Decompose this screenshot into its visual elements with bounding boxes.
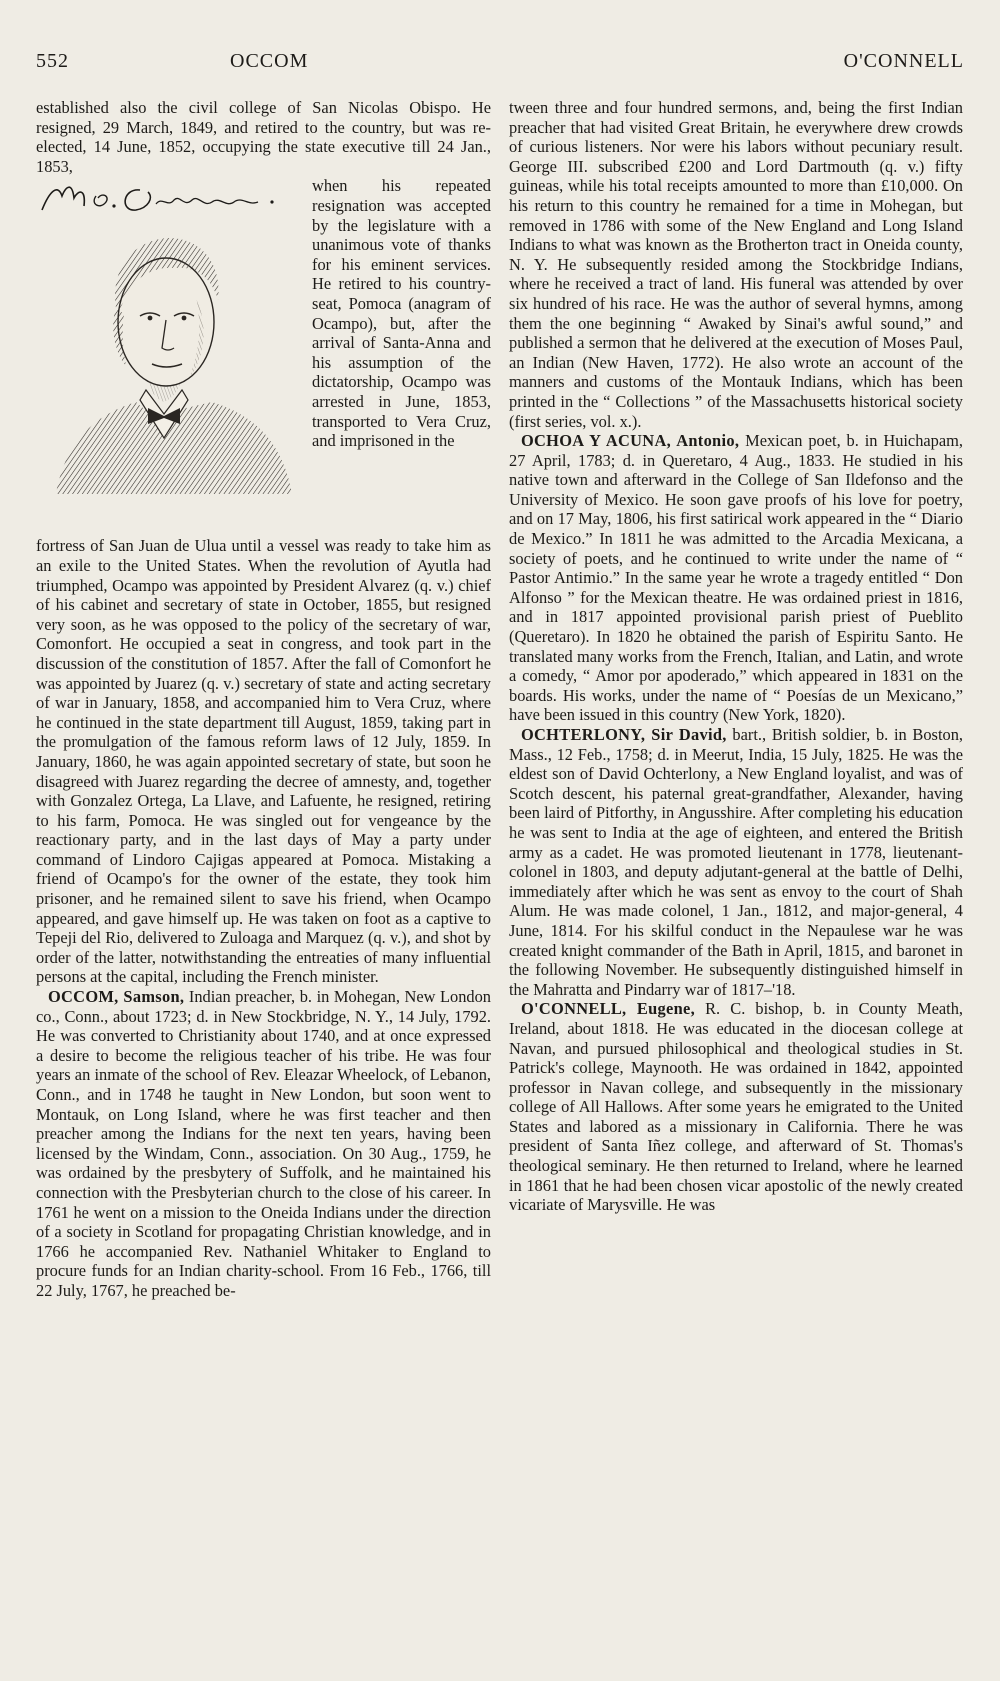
occom-text: Indian preacher, b. in Mohegan, New London co., Conn., about 1723; d. in New Stockbridge, N. Y., 14 July, 1792. He was converted to Christianity about 1740, and at once expressed a desire to become the religious teacher of his tribe. He was four years an inmate of the school of Rev. Eleazar Wheelock, of Lebanon, Conn., and in 1748 he taught in New London, but soon went to Montauk, on Long Island, where he was first teacher and then preacher among the Indians for the next ten years, having been licensed by the Windam, Conn., association. On 30 Aug., 1759, he was ordained by the presbytery of Suffolk, and he maintained his connection with the Presbyterian church to the close of his career. In 1761 he went on a mission to the Oneida Indians under the direction of a society in Scotland for propagating Christian knowledge, and in 1766 he accompanied Rev. Nathaniel Whitaker to England to procure funds for an Indian charity-school. From 16 Feb., 1766, till 22 July, 1767, he preached be- <box>36 987 492 1300</box>
ochoa-text: Mexican poet, b. in Huichapam, 27 April, 1783; d. in Queretaro, 4 Aug., 1833. He studied in his native town and afterward in the College of San Ildefonso and the University of Mexico. He soon gave proofs of his love for poetry, and on 17 May, 1806, his first satirical work appeared in the “ Diario de Mexico.” In 1811 he was admitted to the Arcadia Mexicana, a society of poets, and he continued to write under the name of “ Pastor Antimio.” In the same year he wrote a tragedy entitled “ Don Alfonso ” for the Mexican theatre. He was ordained priest in 1816, and in 1817 appointed provisional parish priest of Pueblito (Queretaro). In 1820 he obtained the parish of Espiritu Santo. He translated many works from the French, Italian, and Latin, and wrote a comedy, “ Amor por apoderado,” which appeared in 1831 on the boards. His works, under the name of “ Poesías de un Mexicano,” have been issued in this country (New York, 1820). <box>509 431 963 725</box>
headword-ochoa: OCHOA Y ACUNA, Antonio, <box>521 431 740 451</box>
portrait-engraving-icon <box>36 176 304 496</box>
right-running-head: O'CONNELL <box>843 50 964 72</box>
headword-ochterlony: OCHTERLONY, Sir David, <box>521 725 727 744</box>
headword-oconnell: O'CONNELL, Eugene, <box>521 999 695 1019</box>
ocampo-text-top: established also the civil college of San Nicolas Obispo. He resigned, 29 March, 1849, and retired to the country, but was re-elected, 14 June, 1852, occupying the state executive till 24 Jan., 1853, <box>36 98 491 176</box>
ochterlony-text: bart., British soldier, b. in Boston, Mass., 12 Feb., 1758; d. in Meerut, India, 15 July, 1825. He was the eldest son of David Ochterlony, a New England loyalist, and was of Scotch descent, his paternal great-grandfather, Alexander, having been laird of Pitforthy, in Angusshire. After completing his education he was sent to India at the age of eighteen, and entered the British army as a cadet. He was promoted lieutenant in 1778, lieutenant-colonel in 1803, and deputy adjutant-general at the battle of Delhi, immediately after which he was sent as envoy to the court of Shah Alum. He was made colonel, 1 Jan., 1812, and major-general, 4 June, 1814. For his skilful conduct in the Nepaulese war he was created knight commander of the Bath in April, 1815, and baronet in the following November. He subsequently distinguished himself in the Mahratta and Pindarry war of 1817–'18. <box>509 725 963 999</box>
ocampo-text-beside-portrait: when his repeated resignation was accepted by the legislature with a unanimous vote of thanks for his eminent services. He retired to his country-seat, Pomoca (anagram of Ocampo), but, after the arrival of Santa-Anna and his assumption of the dictatorship, Ocampo was arrested in June, 1853, transported to Vera Cruz, and imprisoned in the <box>312 176 491 451</box>
page-header <box>36 50 964 80</box>
headword-occom: OCCOM, Samson, <box>48 987 185 1007</box>
occom-text-continued: tween three and four hundred sermons, and, being the first Indian preacher that had visited Great Britain, he everywhere drew crowds of curious listeners. Nor were his labors without pecuniary result. George III. subscribed £200 and Lord Dartmouth (q. v.) fifty guineas, while his total receipts amounted to more than £10,000. On his return to this country he remained for a time in Mohegan, but removed in 1786 with some of the New England and Long Island Indians to what was known as the Brotherton tract in Oneida county, N. Y. He subsequently resided among the Stockbridge Indians, where he received a tract of land. His funeral was attended by over six hundred of his race. He was the author of several hymns, among them the one beginning “ Awaked by Sinai's awful sound,” and published a sermon that he delivered at the execution of Moses Paul, an Indian (New Haven, 1772). He also wrote an account of the manners and customs of the Montauk Indians, which has been printed in the “ Collections ” of the Massachusetts historical society (first series, vol. x.). <box>509 98 963 431</box>
right-column <box>509 98 963 1215</box>
left-running-head: OCCOM <box>230 50 309 72</box>
ocampo-text-bottom: fortress of San Juan de Ulua until a vessel was ready to take him as an exile to the United States. When the revolution of Ayutla had triumphed, Ocampo was appointed by President Alvarez (q. v.) chief of his cabinet and secretary of state in October, 1855, but resigned very soon, as he was opposed to the policy of the secretary of war, Comonfort. He occupied a seat in congress, and took part in the discussion of the constitution of 1857. After the fall of Comonfort he was appointed by Juarez (q. v.) secretary of state and acting secretary of war in January, 1858, and accompanied him to Vera Cruz, where he continued in the state department till August, 1859, taking part in the promulgation of the famous reform laws of 12 July, 1859. In January, 1860, he was again appointed secretary of state, but soon he disagreed with Juarez regarding the decree of amnesty, and, together with Gonzalez Ortega, La Llave, and Lafuente, he resigned, retiring to his farm, Pomoca. He was singled out for vengeance by the reactionary party, and in the last days of May a party under command of Lindoro Cajigas appeared at Pomoca. Mistaking a friend of Ocampo's for the owner of the estate, they took him prisoner, and he remained silent to save his friend, when Ocampo appeared, and gave himself up. He was taken on foot as a captive to Tepeji del Rio, delivered to Zuloaga and Marquez (q. v.), and shot by order of the latter, notwithstanding the entreaties of many influential persons at the capital, including the French minister. <box>36 536 491 987</box>
ocampo-portrait <box>36 176 304 534</box>
left-column <box>36 98 491 1301</box>
entry-oconnell <box>509 999 963 1215</box>
entry-occom <box>36 987 491 1301</box>
signature-icon <box>36 176 294 216</box>
entry-ochoa <box>509 431 963 725</box>
page-number: 552 <box>36 50 69 72</box>
entry-ochterlony <box>509 725 963 999</box>
oconnell-text: R. C. bishop, b. in County Meath, Ireland, about 1818. He was educated in the diocesan college at Navan, and pursued philosophical and theological studies in St. Patrick's college, Maynooth. He was ordained in 1842, appointed professor in Navan college, and subsequently in the missionary college of All Hallows. After some years he emigrated to the United States and labored as a missionary in California. There he was president of Santa Iñez college, and afterward of St. Thomas's theological seminary. He then returned to Ireland, where he learned in 1861 that he had been chosen vicar apostolic of the newly created vicariate of Marysville. He was <box>509 999 963 1215</box>
